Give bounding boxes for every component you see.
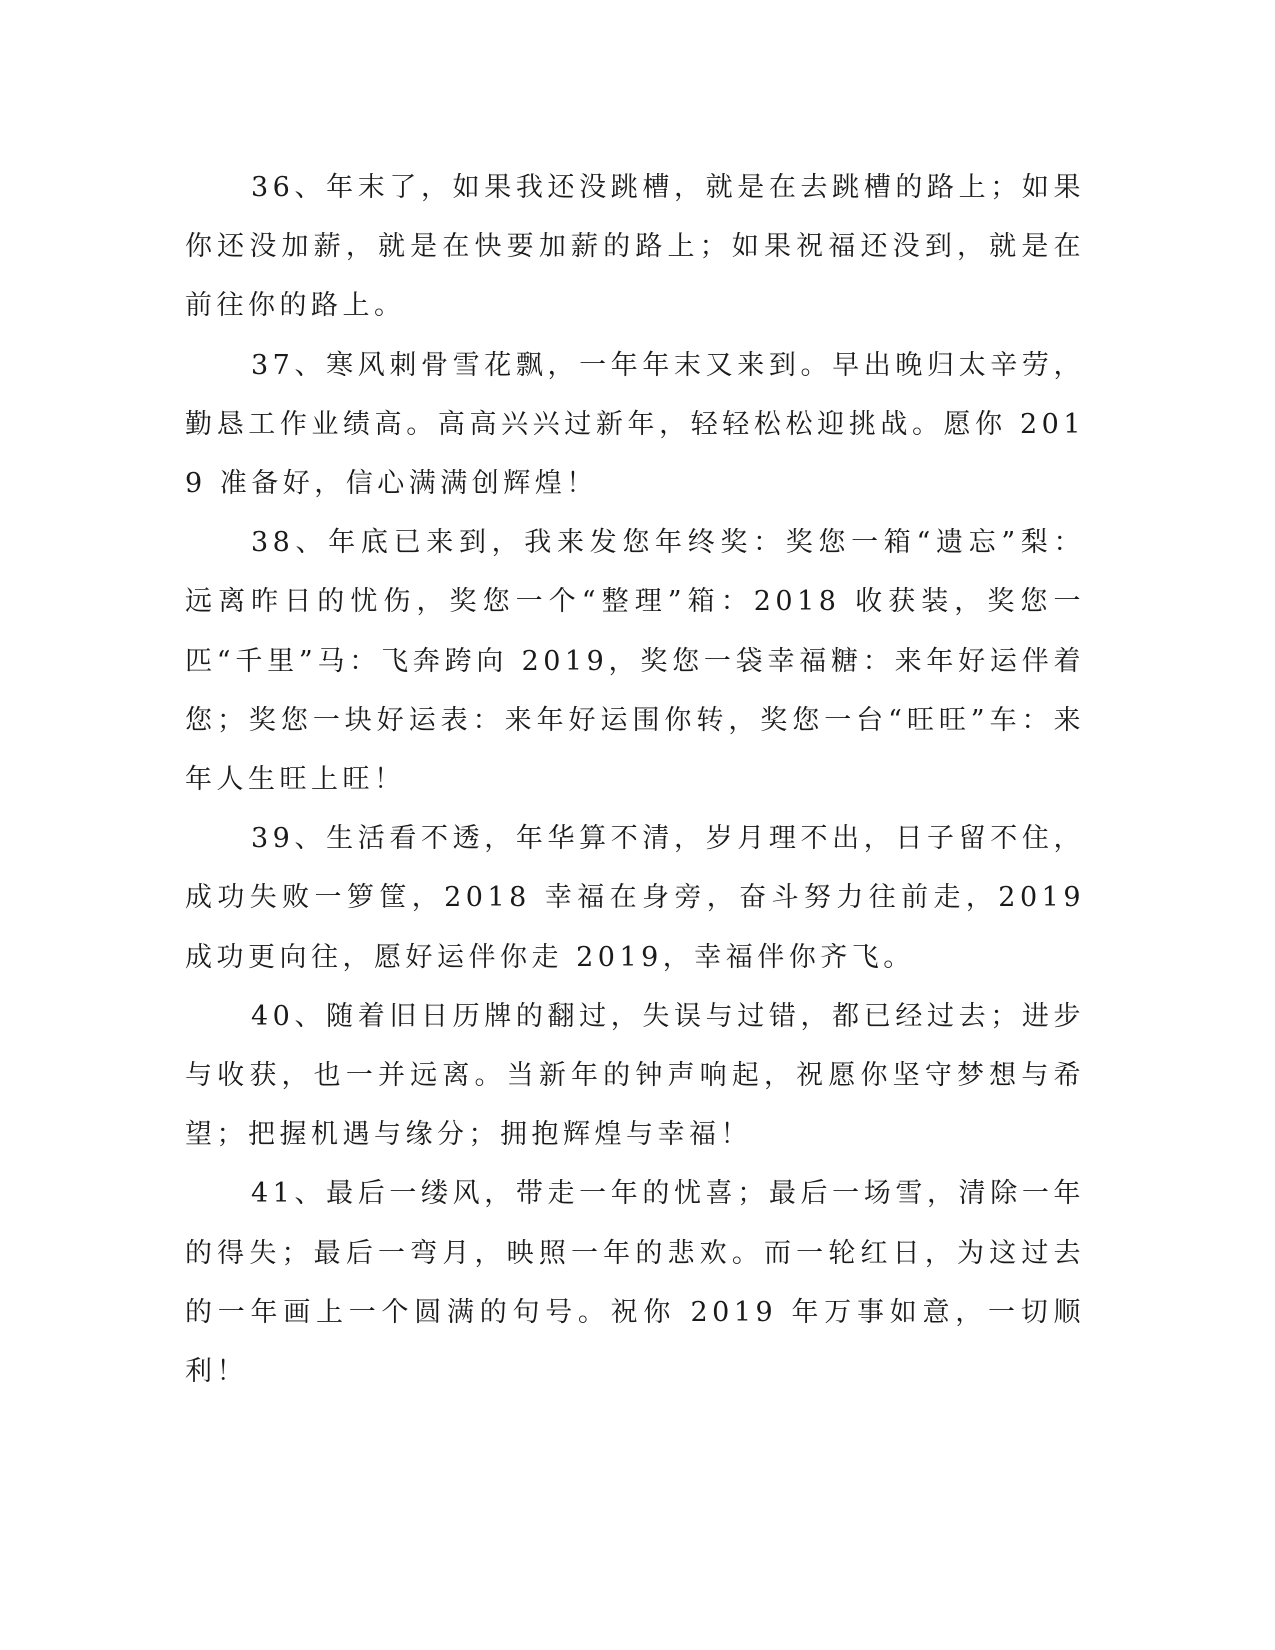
paragraph-37: 37、寒风刺骨雪花飘，一年年末又来到。早出晚归太辛劳，勤恳工作业绩高。高高兴兴过新年，轻轻松松迎挑战。愿你 2019 准备好，信心满满创辉煌！ xyxy=(185,349,1085,500)
paragraph-39: 39、生活看不透，年华算不清，岁月理不出，日子留不住，成功失败一箩筐，2018 幸福在身旁，奋斗努力往前走，2019 成功更向往，愿好运伴你走 2019，幸福伴你齐飞。 xyxy=(185,823,1085,973)
paragraph-38: 38、年底已来到，我来发您年终奖：奖您一箱“遗忘”梨：远离昨日的忧伤，奖您一个“整理”箱：2018 收获装，奖您一匹“千里”马：飞奔跨向 2019，奖您一袋幸福糖：来年好运伴着您；奖您一块好运表：来年好运围你转，奖您一台“旺旺”车：来年人生旺上旺！ xyxy=(185,527,1085,796)
document-body xyxy=(185,158,1085,1401)
paragraph-41: 41、最后一缕风，带走一年的忧喜；最后一场雪，清除一年的得失；最后一弯月，映照一年的悲欢。而一轮红日，为这过去的一年画上一个圆满的句号。祝你 2019 年万事如意，一切顺利！ xyxy=(185,1178,1085,1388)
paragraph-40: 40、随着旧日历牌的翻过，失误与过错，都已经过去；进步与收获，也一并远离。当新年的钟声响起，祝愿你坚守梦想与希望；把握机遇与缘分；拥抱辉煌与幸福！ xyxy=(185,1000,1085,1151)
paragraph-36: 36、年末了，如果我还没跳槽，就是在去跳槽的路上；如果你还没加薪，就是在快要加薪的路上；如果祝福还没到，就是在前往你的路上。 xyxy=(185,172,1085,322)
